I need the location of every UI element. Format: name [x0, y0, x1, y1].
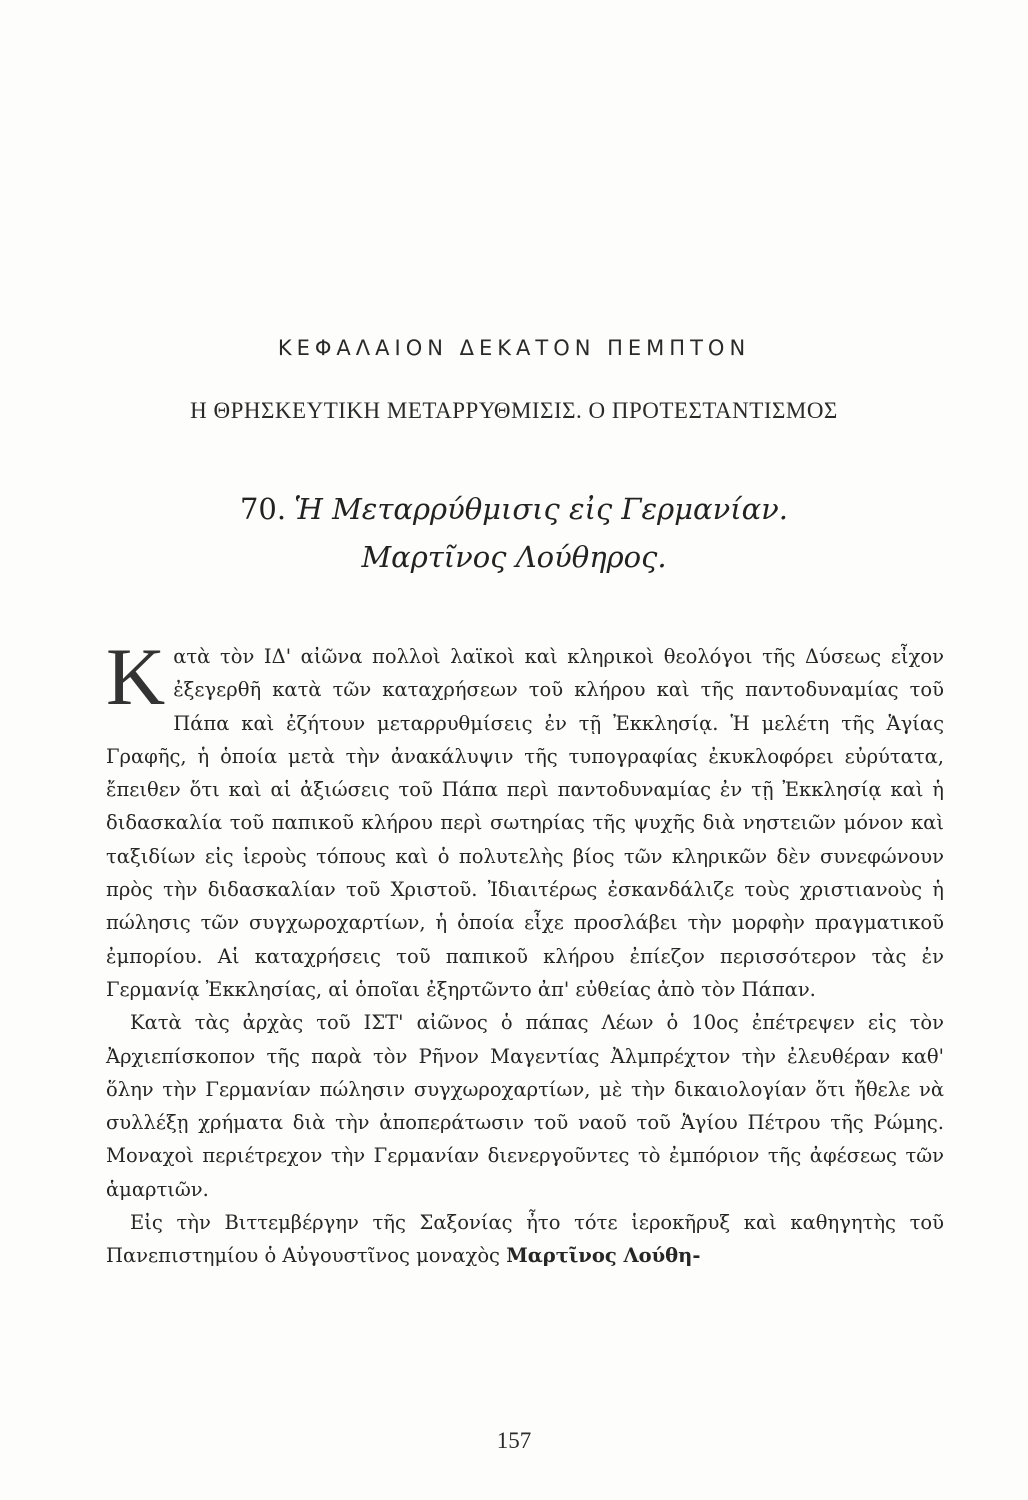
paragraph-1 [106, 631, 944, 1006]
chapter-title: Η ΘΡΗΣΚΕΥΤΙΚΗ ΜΕΤΑΡΡΥΘΜΙΣΙΣ. Ο ΠΡΟΤΕΣΤΑΝΤΙΣΜΟΣ [190, 398, 838, 423]
paragraph-2: Κατὰ τὰς ἀρχὰς τοῦ ΙΣΤ' αἰῶνος ὁ πάπας Λέων ὁ 10ος ἐπέτρεψεν εἰς τὸν Ἀρχιεπίσκοπον τῆς παρὰ τὸν Ρῆνον Μαγεντίας Ἀλμπρέχτον τὴν ἐλευθέραν καθ' ὅλην τὴν Γερμανίαν πώλησιν συγχωροχαρτίων, μὲ τὴν δικαιολογίαν ὅτι ἤθελε νὰ συλλέξῃ χρήματα διὰ τὴν ἀποπεράτωσιν τοῦ ναοῦ τοῦ Ἁγίου Πέτρου τῆς Ρώμης. Μοναχοὶ περιέτρεχον τὴν Γερμανίαν διενεργοῦντες τὸ ἐμπόριον τῆς ἀφέσεως τῶν ἁμαρτιῶν. [106, 1011, 944, 1201]
page-number: 157 [496, 1428, 532, 1453]
section-heading-line-1 [0, 485, 1028, 533]
section-title-line-2: Μαρτῖνος Λούθηρος. [361, 540, 667, 574]
paragraph-3 [106, 1206, 944, 1273]
chapter-heading: ΚΕΦΑΛΑΙΟΝ ΔΕΚΑΤΟΝ ΠΕΜΠΤΟΝ [277, 336, 751, 360]
drop-cap: Κ [106, 631, 166, 722]
paragraph-1-text: ατὰ τὸν ΙΔ' αἰῶνα πολλοὶ λαϊκοὶ καὶ κληρικοὶ θεολόγοι τῆς Δύσεως εἶχον ἐξεγερθῆ κατὰ τῶν καταχρήσεων τοῦ κλήρου καὶ τῆς παντοδυναμίας τοῦ Πάπα καὶ ἐζήτουν μεταρρυθμίσεις ἐν τῇ Ἐκκλησίᾳ. Ἡ μελέτη τῆς Ἁγίας Γραφῆς, ἡ ὁποία μετὰ τὴν ἀνακάλυψιν τῆς τυπογραφίας ἐκυκλοφόρει εὐρύτατα, ἔπειθεν ὅτι καὶ αἱ ἀξιώσεις τοῦ Πάπα περὶ παντοδυναμίας ἐν τῇ Ἐκκλησίᾳ καὶ ἡ διδασκαλία τοῦ παπικοῦ κλήρου περὶ σωτηρίας τῆς ψυχῆς διὰ νηστειῶν μόνον καὶ ταξιδίων εἰς ἱεροὺς τόπους καὶ ὁ πολυτελὴς βίος τῶν κληρικῶν δὲν συνεφώνουν πρὸς τὴν διδασκαλίαν τοῦ Χριστοῦ. Ἰδιαιτέρως ἐσκανδάλιζε τοὺς χριστιανοὺς ἡ πώλησις τῶν συγχωροχαρτίων, ἡ ὁποία εἶχε προσλάβει τὴν μορφὴν πραγματικοῦ ἐμπορίου. Αἱ καταχρήσεις τοῦ παπικοῦ κλήρου ἐπίεζον περισσότερον τὰς ἐν Γερμανίᾳ Ἐκκλησίας, αἱ ὁποῖαι ἐξηρτῶντο ἀπ' εὐθείας ἀπὸ τὸν Πάπαν. [106, 645, 944, 1001]
paragraph-3-bold-name: Μαρτῖνος Λούθη- [506, 1244, 701, 1268]
section-title-line-1: Ἡ Μεταρρύθμισις εἰς Γερμανίαν. [294, 492, 789, 526]
body-text [106, 631, 944, 1273]
section-heading [0, 485, 1028, 581]
paragraph-3-text: Εἰς τὴν Βιττεμβέργην τῆς Σαξονίας ἦτο τότε ἱεροκῆρυξ καὶ καθηγητὴς τοῦ Πανεπιστημίου ὁ Αὐγουστῖνος μοναχὸς [106, 1211, 944, 1268]
section-number: 70. [239, 492, 287, 526]
